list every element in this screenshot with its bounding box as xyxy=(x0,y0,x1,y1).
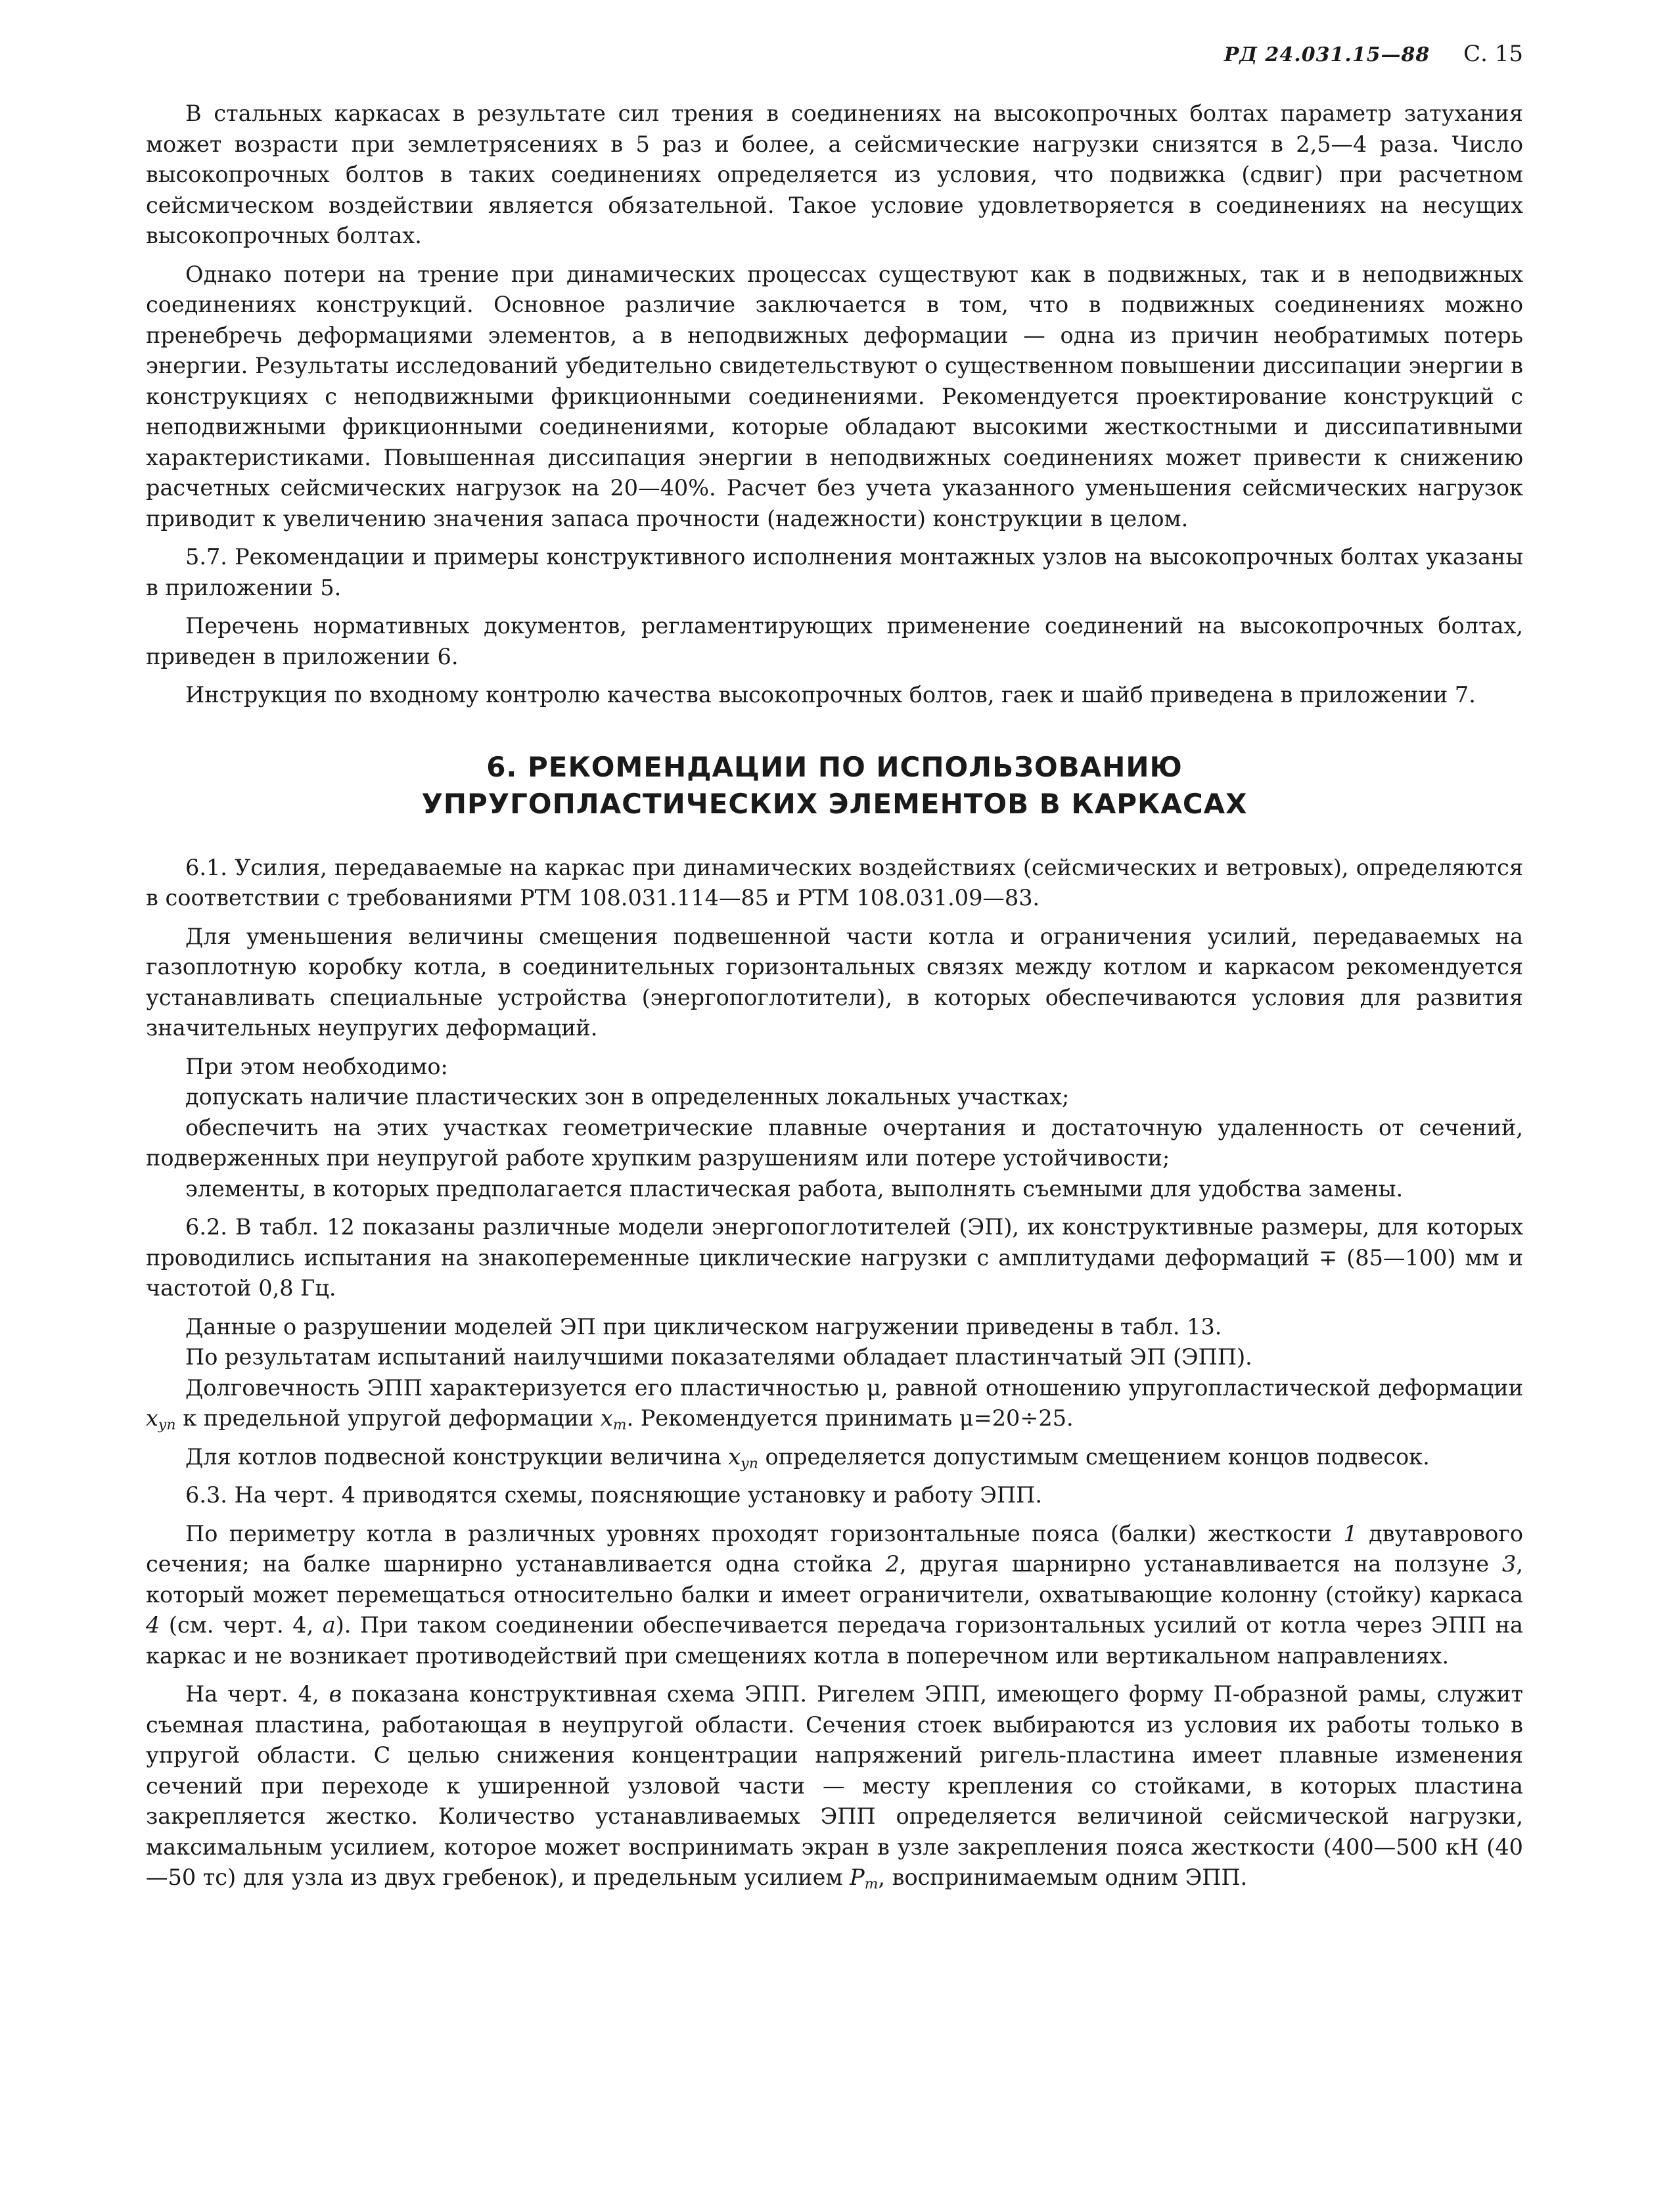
paragraph-best-absorber: По результатам испытаний наилучшими показателями обладает пластинчатый ЭП (ЭПП). xyxy=(185,1344,1252,1370)
paragraph-perimeter-belts: По периметру котла в различных уровнях проходят горизонтальные пояса (балки) жесткости 1 двутаврового сечения; на балке шарнирно устанавливается одна стойка 2, другая шарнирно устанавливается на ползуне 3, который может перемещаться относительно балки и имеет ограничители, охватывающие колонну (стойку) каркаса 4 (см. черт. 4, а). При таком соединении обеспечивается передача горизонтальных усилий от котла через ЭПП на каркас и не возникает противодействий при смещениях котла в поперечном или вертикальном направлениях. xyxy=(146,1520,1524,1669)
paragraph-input-control: Инструкция по входному контролю качества высокопрочных болтов, гаек и шайб приведена в приложении 7. xyxy=(185,682,1476,708)
section-6-heading xyxy=(146,749,1523,823)
requirement-item-removable: элементы, в которых предполагается пластическая работа, выполнять съемными для удобства замены. xyxy=(185,1175,1404,1202)
paragraph-table-13: Данные о разрушении моделей ЭП при циклическом нагружении приведены в табл. 13. xyxy=(185,1313,1222,1340)
paragraph-energy-absorbers: Для уменьшения величины смещения подвешенной части котла и ограничения усилий, передаваемых на газоплотную коробку котла, в соединительных горизонтальных связях между котлом и каркасом рекомендуется устанавливать специальные устройства (энергопоглотители), в которых обеспечиваются условия для развития значительных неупругих деформаций. xyxy=(146,923,1523,1041)
paragraph-normative-docs: Перечень нормативных документов, регламентирующих применение соединений на высокопрочных болтах, приведен в приложении 6. xyxy=(146,613,1523,669)
paragraph-durability xyxy=(146,1373,1523,1434)
paragraph-6-3: 6.3. На черт. 4 приводятся схемы, поясняющие установку и работу ЭПП. xyxy=(185,1482,1043,1508)
variable-x-up: $x_{уп}$ xyxy=(146,1405,176,1433)
requirement-item-geometry: обеспечить на этих участках геометрические плавные очертания и достаточную удаленность от сечений, подверженных при неупругой работе хрупким разрушениям или потере устойчивости; xyxy=(146,1114,1523,1171)
suspended-text-1: Для котлов подвесной конструкции величина xyxy=(185,1443,729,1470)
durability-text-2: к предельной упругой деформации xyxy=(175,1405,601,1431)
variable-p-t: $P_т$ xyxy=(850,1864,879,1893)
ref-letter-a: а xyxy=(322,1612,336,1638)
paragraph-requirements-intro: При этом необходимо: xyxy=(185,1053,448,1079)
ref-number-3: 3 xyxy=(1502,1551,1517,1577)
paragraph-friction-losses: Однако потери на трение при динамических процессах существуют как в подвижных, так и в неподвижных соединениях конструкций. Основное различие заключается в том, что в подвижных соединениях можно пренебречь деформациями элементов, а в неподвижных деформации — одна из причин необратимых потерь энергии. Результаты исследований убедительно свидетельствуют о существенном повышении диссипации энергии в конструкциях с неподвижными фрикционными соединениями. Рекомендуется проектирование конструкций с неподвижными фрикционными соединениями, которые обладают высокими жесткостными и диссипативными характеристиками. Повышенная диссипация энергии в неподвижных соединениях может привести к снижению расчетных сейсмических нагрузок на 20—40%. Расчет без учета указанного уменьшения сейсмических нагрузок приводит к увеличению значения запаса прочности (надежности) конструкции в целом. xyxy=(146,261,1523,531)
paragraph-epp-scheme: На черт. 4, в показана конструктивная схема ЭПП. Ригелем ЭПП, имеющего форму П-образной рамы, служит съемная пластина, работающая в неупругой области. Сечения стоек выбираются из условия их работы только в упругой области. С целью снижения концентрации напряжений ригель-пластина имеет плавные изменения сечений при переходе к уширенной узловой части — месту крепления со стойками, в которых пластина закрепляется жестко. Количество устанавливаемых ЭПП определяется величиной сейсмической нагрузки, максимальным усилием, которое может воспринимать экран в узле закрепления пояса жесткости (400—500 кН (40—50 тс) для узла из двух гребенок), и предельным усилием $P_т$, воспринимаемым одним ЭПП. xyxy=(146,1681,1524,1893)
section-6-heading-line1: 6. РЕКОМЕНДАЦИИ ПО ИСПОЛЬЗОВАНИЮ xyxy=(486,750,1183,783)
suspended-text-2: определяется допустимым смещением концов подвесок. xyxy=(758,1443,1430,1470)
durability-text-3: . Рекомендуется принимать μ=20÷25. xyxy=(626,1405,1074,1431)
paragraph-6-1: 6.1. Усилия, передаваемые на каркас при динамических воздействиях (сейсмических и ветровых), определяются в соответствии с требованиями РТМ 108.031.114—85 и РТМ 108.031.09—83. xyxy=(146,854,1523,911)
page-number: С. 15 xyxy=(1463,41,1523,67)
variable-x-t: $x_т$ xyxy=(600,1405,627,1433)
ref-number-2: 2 xyxy=(885,1551,900,1577)
ref-letter-v: в xyxy=(329,1681,342,1707)
requirement-item-plastic-zones: допускать наличие пластических зон в определенных локальных участках; xyxy=(185,1084,1070,1110)
paragraph-suspended-boilers xyxy=(146,1442,1523,1473)
ref-number-4: 4 xyxy=(146,1612,160,1638)
variable-x-up-2: $x_{уп}$ xyxy=(728,1443,758,1472)
ref-number-1: 1 xyxy=(1343,1520,1358,1546)
document-code: РД 24.031.15—88 xyxy=(1223,43,1430,66)
paragraph-6-2: 6.2. В табл. 12 показаны различные модели энергопоглотителей (ЭП), их конструктивные размеры, для которых проводились испытания на знакопеременные циклические нагрузки с амплитудами деформаций ∓ (85—100) мм и частотой 0,8 Гц. xyxy=(146,1214,1523,1301)
paragraph-friction-bolts: В стальных каркасах в результате сил трения в соединениях на высокопрочных болтах параметр затухания может возрасти при землетрясениях в 5 раз и более, а сейсмические нагрузки снизятся в 2,5—4 раза. Число высокопрочных болтов в таких соединениях определяется из условия, что подвижка (сдвиг) при расчетном сейсмическом воздействии является обязательной. Такое условие удовлетворяется в соединениях на несущих высокопрочных болтах. xyxy=(146,101,1523,248)
durability-text-1: Долговечность ЭПП характеризуется его пластичностью μ, равной отношению упругопластической деформации xyxy=(185,1374,1523,1401)
section-6-heading-line2: УПРУГОПЛАСТИЧЕСКИХ ЭЛЕМЕНТОВ В КАРКАСАХ xyxy=(421,787,1248,820)
page-header xyxy=(1224,41,1523,68)
paragraph-5-7: 5.7. Рекомендации и примеры конструктивного исполнения монтажных узлов на высокопрочных болтах указаны в приложении 5. xyxy=(146,544,1523,600)
